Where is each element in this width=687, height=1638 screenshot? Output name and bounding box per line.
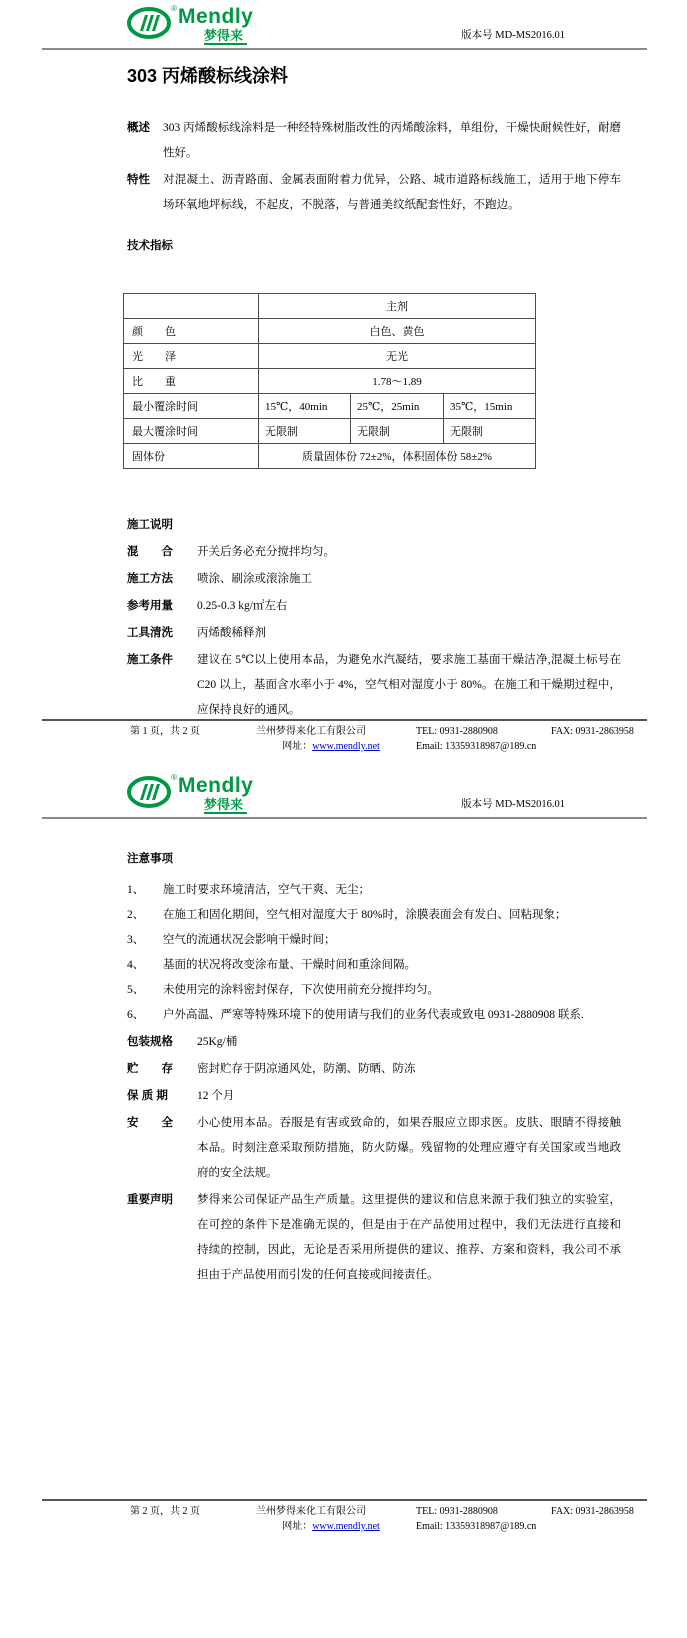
- features-text: 对混凝土、沥青路面、金属表面附着力优异，公路、城市道路标线施工，适用于地下停车场环氧地坪标线，不起皮，不脱落，与普通美纹纸配套性好，不跑边。: [163, 174, 621, 211]
- note-number: 3、: [127, 934, 145, 946]
- header-divider: [42, 48, 647, 50]
- website-label: 网址：: [282, 741, 313, 752]
- construction-item-mixing: [127, 540, 687, 565]
- website-label: 网址：: [282, 1521, 313, 1532]
- brand-logo: [127, 775, 253, 814]
- company-fax: FAX: 0931-2863958: [551, 1506, 634, 1517]
- note-item-4: [127, 953, 687, 978]
- note-number: 4、: [127, 959, 145, 971]
- disclaimer-label: 重要声明: [127, 1194, 173, 1206]
- note-item-5: [127, 978, 687, 1003]
- note-item-3: [127, 928, 687, 953]
- logo-wordmark: [178, 6, 253, 45]
- cell-color-value: 白色、黄色: [259, 319, 536, 344]
- info-item-disclaimer: [127, 1188, 687, 1288]
- company-tel: TEL: 0931-2880908: [416, 1506, 498, 1517]
- page2-header: [0, 757, 687, 814]
- cleaning-label: 工具清洗: [127, 627, 173, 639]
- company-tel: TEL: 0931-2880908: [416, 726, 498, 737]
- logo-wordmark: [178, 775, 253, 814]
- safety-text: 小心使用本品。吞服是有害或致命的，如果吞服应立即求医。皮肤、眼睛不得接触本品。时刻注意采取预防措施，防火防爆。残留物的处理应遵守有关国家或当地政府的安全法规。: [197, 1117, 621, 1179]
- shelf-life-text: 12 个月: [197, 1090, 235, 1102]
- overview-label: 概述: [127, 122, 150, 134]
- note-text: 空气的流通状况会影响干燥时间；: [163, 934, 336, 946]
- cell-solids-label: 固体份: [124, 444, 259, 469]
- construction-item-dosage: [127, 594, 687, 619]
- note-number: 6、: [127, 1009, 145, 1021]
- note-text: 未使用完的涂料密封保存，下次使用前充分搅拌均匀。: [163, 984, 439, 996]
- cell-min-recoat-25c: 25℃，25min: [351, 394, 444, 419]
- version-label: 版本号 MD-MS2016.01: [461, 30, 565, 41]
- info-item-shelf-life: [127, 1084, 687, 1109]
- table-row-max-recoat: [124, 419, 536, 444]
- page-number-label: 第 2 页，共 2 页: [130, 1506, 200, 1517]
- cell-gloss-label: 光 泽: [124, 344, 259, 369]
- disclaimer-text: 梦得来公司保证产品生产质量。这里提供的建议和信息来源于我们独立的实验室，在可控的条件下是准确无误的，但是由于在产品使用过程中，我们无法进行直接和持续的控制，因此，无论是否采用所提供的建议、推荐、方案和资料，我公司不承担由于产品使用而引发的任何直接或间接责任。: [197, 1194, 621, 1281]
- tech-specs-table: [123, 293, 536, 469]
- note-text: 户外高温、严寒等特殊环境下的使用请与我们的业务代表或致电 0931-2880908 联系.: [163, 1009, 584, 1021]
- cell-max-recoat-15c: 无限制: [259, 419, 351, 444]
- website-link[interactable]: www.mendly.net: [312, 1521, 380, 1532]
- header-divider: [42, 817, 647, 819]
- note-item-6: [127, 1003, 687, 1028]
- logo-wordmark-en: Mendly: [178, 5, 254, 28]
- page1-header: [0, 0, 687, 45]
- registered-trademark-icon: ®: [171, 773, 177, 782]
- table-row-solids: [124, 444, 536, 469]
- info-item-safety: [127, 1111, 687, 1186]
- storage-text: 密封贮存于阴凉通风处，防潮、防晒、防冻: [197, 1063, 416, 1075]
- website-row: [256, 740, 406, 754]
- info-item-packaging: [127, 1030, 687, 1055]
- info-item-storage: [127, 1057, 687, 1082]
- cell-solids-value: 质量固体份 72±2%，体积固体份 58±2%: [259, 444, 536, 469]
- company-email: Email: 13359318987@189.cn: [416, 1521, 537, 1532]
- note-text: 基面的状况将改变涂布量、干燥时间和重涂间隔。: [163, 959, 416, 971]
- page-title: 303 丙烯酸标线涂料: [127, 66, 289, 86]
- features-label: 特性: [127, 174, 150, 186]
- safety-label: 安 全: [127, 1117, 173, 1129]
- cell-max-recoat-25c: 无限制: [351, 419, 444, 444]
- cell-empty: [124, 294, 259, 319]
- storage-label: 贮 存: [127, 1063, 173, 1075]
- cell-max-recoat-35c: 无限制: [444, 419, 536, 444]
- logo-ellipse-m-icon: [127, 6, 175, 39]
- construction-item-cleaning: [127, 621, 687, 646]
- note-number: 1、: [127, 884, 145, 896]
- dosage-label: 参考用量: [127, 600, 173, 612]
- website-link[interactable]: www.mendly.net: [312, 741, 380, 752]
- logo-wordmark-cn: 梦得来: [204, 798, 247, 814]
- cell-main-agent-header: 主剂: [259, 294, 536, 319]
- overview-text: 303 丙烯酸标线涂料是一种经特殊树脂改性的丙烯酸涂料，单组份，干燥快耐候性好，耐磨性好。: [163, 122, 621, 159]
- logo-ellipse-m-icon: [127, 775, 175, 808]
- conditions-text: 建议在 5℃以上使用本品，为避免水汽凝结，要求施工基面干燥洁净,混凝土标号在 C20 以上，基面含水率小于 4%，空气相对湿度小于 80%。在施工和干燥期过程中，应保持良好的通风。: [197, 654, 621, 716]
- version-label: 版本号 MD-MS2016.01: [461, 799, 565, 810]
- page1-footer: [0, 719, 687, 754]
- table-row-header: [124, 294, 536, 319]
- cell-min-recoat-15c: 15℃，40min: [259, 394, 351, 419]
- note-item-2: [127, 903, 687, 928]
- dosage-text: 0.25-0.3 kg/㎡左右: [197, 600, 288, 612]
- cell-min-recoat-35c: 35℃，15min: [444, 394, 536, 419]
- logo-wordmark-cn: 梦得来: [204, 29, 247, 45]
- table-row-min-recoat: [124, 394, 536, 419]
- construction-item-conditions: [127, 648, 687, 723]
- shelf-life-label: 保 质 期: [127, 1090, 168, 1102]
- construction-item-method: [127, 567, 687, 592]
- method-label: 施工方法: [127, 573, 173, 585]
- packaging-text: 25Kg/桶: [197, 1036, 238, 1048]
- table-row-gloss: [124, 344, 536, 369]
- company-name: 兰州梦得来化工有限公司: [256, 1506, 366, 1517]
- cell-density-label: 比 重: [124, 369, 259, 394]
- logo-wordmark-en: Mendly: [178, 774, 254, 797]
- website-row: [256, 1520, 406, 1534]
- note-text: 在施工和固化期间，空气相对湿度大于 80%时，涂膜表面会有发白、回粘现象；: [163, 909, 567, 921]
- cell-gloss-value: 无光: [259, 344, 536, 369]
- company-name: 兰州梦得来化工有限公司: [256, 726, 366, 737]
- overview-section: [127, 116, 687, 166]
- features-section: [127, 168, 687, 218]
- brand-logo: [127, 6, 253, 45]
- conditions-label: 施工条件: [127, 654, 173, 666]
- footer-divider: [42, 1499, 647, 1501]
- footer-divider: [42, 719, 647, 721]
- construction-heading: 施工说明: [127, 519, 173, 531]
- cell-min-recoat-label: 最小覆涂时间: [124, 394, 259, 419]
- note-number: 2、: [127, 909, 145, 921]
- cell-color-label: 颜 色: [124, 319, 259, 344]
- cell-max-recoat-label: 最大覆涂时间: [124, 419, 259, 444]
- cleaning-text: 丙烯酸稀释剂: [197, 627, 266, 639]
- tech-specs-heading: 技术指标: [127, 240, 173, 252]
- mixing-text: 开关后务必充分搅拌均匀。: [197, 546, 335, 558]
- note-item-1: [127, 878, 687, 903]
- table-row-color: [124, 319, 536, 344]
- company-email: Email: 13359318987@189.cn: [416, 741, 537, 752]
- packaging-label: 包装规格: [127, 1036, 173, 1048]
- company-fax: FAX: 0931-2863958: [551, 726, 634, 737]
- page-number-label: 第 1 页，共 2 页: [130, 726, 200, 737]
- method-text: 喷涂、刷涂或滚涂施工: [197, 573, 312, 585]
- page-2: [0, 757, 687, 1638]
- note-number: 5、: [127, 984, 145, 996]
- note-text: 施工时要求环境清洁，空气干爽、无尘；: [163, 884, 370, 896]
- registered-trademark-icon: ®: [171, 4, 177, 13]
- page-1: [0, 0, 687, 757]
- notes-heading: 注意事项: [127, 853, 173, 865]
- page2-footer: [0, 1499, 687, 1534]
- table-row-density: [124, 369, 536, 394]
- cell-density-value: 1.78～1.89: [259, 369, 536, 394]
- mixing-label: 混 合: [127, 546, 173, 558]
